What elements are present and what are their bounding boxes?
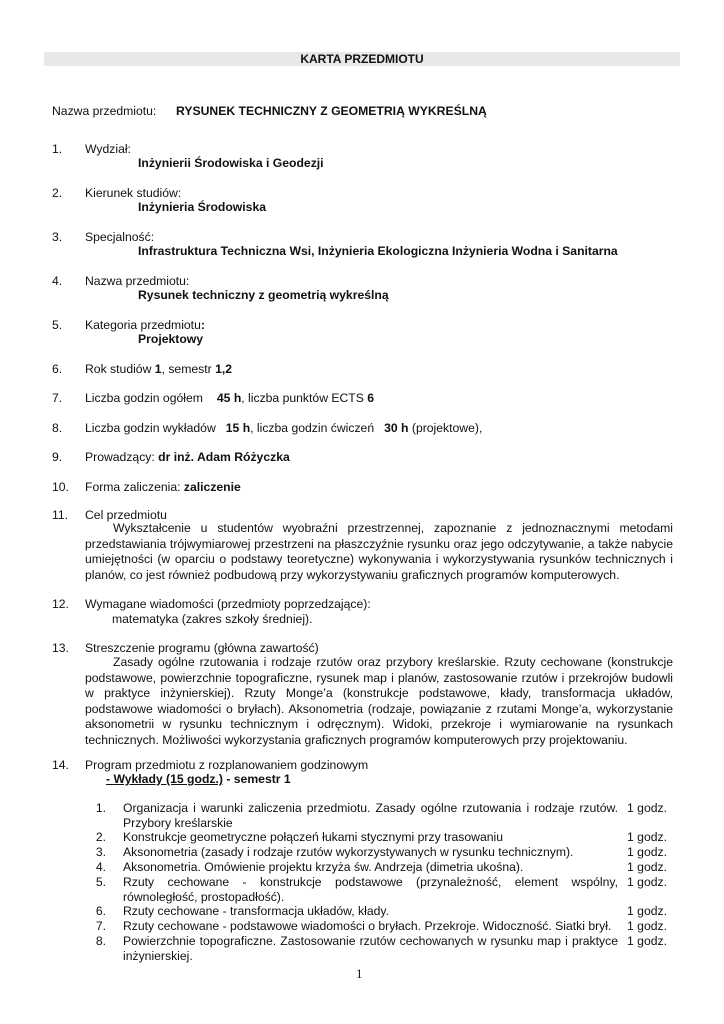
- item-number: 5.: [52, 318, 63, 332]
- item-number: 1.: [52, 142, 63, 156]
- category-label: Kategoria przedmiotu:: [85, 318, 205, 332]
- item-number: 3.: [52, 230, 63, 244]
- category-value: Projektowy: [138, 332, 204, 346]
- lecture-topic: Aksonometria. Omówienie projektu krzyża św. Andrzeja (dimetria ukośna).: [123, 860, 524, 874]
- paragraph-line: Wykształcenie u studentów wyobraźni przestrzennej, zapoznanie z jednoznacznymi metodami: [113, 521, 673, 535]
- item-number: 14.: [52, 758, 69, 772]
- lecture-hours: 1 godz.: [627, 875, 667, 889]
- schedule-label: Program przedmiotu z rozplanowaniem godzinowym: [85, 758, 369, 772]
- item-number: 10.: [52, 480, 69, 494]
- paragraph-line: aksonometrii w rysunku technicznym i odręcznym). Widoki, przekroje i wymiarowanie na rysunkach: [85, 717, 673, 731]
- lecture-number: 2.: [95, 830, 106, 844]
- prerequisites-value: matematyka (zakres szkoły średniej).: [112, 612, 313, 626]
- field-of-study-label: Kierunek studiów:: [85, 186, 182, 200]
- lecture-number: 3.: [95, 845, 106, 859]
- lecture-topic: Powierzchnie topograficzne. Zastosowanie rzutów cechowanych w rysunku map i praktyce inżynierskiej.: [123, 934, 618, 963]
- lecture-topic: Rzuty cechowane - transformacja układów, kłady.: [123, 904, 389, 918]
- lecture-topic: Organizacja i warunki zaliczenia przedmiotu. Zasady ogólne rzutowania i rodzaje rzutów. Przybory kreślarskie: [123, 801, 618, 830]
- paragraph-line: umiejętności (w oparciu o podstawy teoretyczne) wykonywania i wykorzystywania rysunków technicznych i: [85, 552, 673, 566]
- total-hours: Liczba godzin ogółem 45 h, liczba punktów ECTS 6: [85, 391, 375, 405]
- lecture-topic: Rzuty cechowane - podstawowe wiadomości o bryłach. Przekroje. Widoczność. Siatki brył.: [123, 919, 612, 933]
- lecture-hours: 1 godz.: [627, 934, 667, 948]
- assessment-form: Forma zaliczenia: zaliczenie: [85, 480, 241, 494]
- page-number: 1: [356, 966, 363, 981]
- lecture-hours: 1 godz.: [627, 830, 667, 844]
- subject-label: Nazwa przedmiotu:: [52, 104, 157, 118]
- prerequisites-label: Wymagane wiadomości (przedmioty poprzedzające):: [85, 597, 371, 611]
- item-number: 11.: [52, 508, 69, 522]
- lecturer: Prowadzący: dr inż. Adam Różyczka: [85, 450, 290, 464]
- specialty-value: Infrastruktura Techniczna Wsi, Inżynieria Ekologiczna Inżynieria Wodna i Sanitarna: [138, 244, 618, 258]
- paragraph-line: planów, co jest również podbudową przy wykorzystywaniu graficznych programów komputerowych.: [85, 567, 620, 582]
- program-summary-text: [85, 655, 673, 748]
- lecture-number: 1.: [95, 801, 106, 815]
- lecture-hours: 1 godz.: [627, 919, 667, 933]
- item-number: 12.: [52, 597, 69, 611]
- lecture-topic: Aksonometria (zasady i rodzaje rzutów wykorzystywanych w rysunku technicznym).: [123, 845, 574, 859]
- lecture-number: 8.: [95, 934, 106, 948]
- lecture-hours: 1 godz.: [627, 860, 667, 874]
- lecture-number: 7.: [95, 919, 106, 933]
- course-name-label: Nazwa przedmiotu:: [85, 274, 190, 288]
- document-title: KARTA PRZEDMIOTU: [300, 52, 424, 66]
- paragraph-line: przedstawiania trójwymiarowej przestrzeni na płaszczyźnie rysunku oraz jego odczytywanie, a także nabycie: [85, 536, 673, 551]
- lecture-number: 5.: [95, 875, 106, 889]
- year-semester: Rok studiów 1, semestr 1,2: [85, 362, 233, 376]
- subject-value: RYSUNEK TECHNICZNY Z GEOMETRIĄ WYKREŚLNĄ: [176, 104, 487, 118]
- paragraph-line: podstawowe wiadomości o bryłach). Aksonometria (rodzaje, powiązanie z rzutami Monge’a, wykorzystanie: [85, 701, 673, 716]
- paragraph-line: technicznych. Możliwości wykorzystania graficznych programów komputerowych przy projektowaniu.: [85, 732, 628, 747]
- paragraph-line: podstawowe, powierzchnie topograficzne, rysunek map i planów, zastosowanie rzutów i przekrojów budowli: [85, 670, 673, 685]
- item-number: 7.: [52, 391, 63, 405]
- lecture-hours: 1 godz.: [627, 904, 667, 918]
- item-number: 9.: [52, 450, 63, 464]
- item-number: 4.: [52, 274, 63, 288]
- lecture-topic: Konstrukcje geometryczne połączeń łukami stycznymi przy trasowaniu: [123, 830, 503, 844]
- course-goal-text: [85, 521, 673, 583]
- header-bar: [44, 52, 680, 66]
- program-summary-label: Streszczenie programu (główna zawartość): [85, 641, 319, 655]
- lecture-topic: Rzuty cechowane - konstrukcje podstawowe (przynależność, element wspólny, równoległość, prostopadłość).: [123, 875, 618, 904]
- faculty-value: Inżynierii Środowiska i Geodezji: [138, 156, 324, 170]
- course-name-value: Rysunek techniczny z geometrią wykreślną: [138, 288, 389, 302]
- field-of-study-value: Inżynieria Środowiska: [138, 200, 267, 214]
- paragraph-line: w praktyce inżynierskiej). Rzuty Monge’a (konstrukcje podstawowe, kłady, transformacja układów,: [85, 686, 673, 700]
- course-goal-label: Cel przedmiotu: [85, 508, 167, 522]
- item-number: 13.: [52, 641, 69, 655]
- faculty-label: Wydział:: [85, 142, 131, 156]
- lecture-number: 6.: [95, 904, 106, 918]
- paragraph-line: Zasady ogólne rzutowania i rodzaje rzutów oraz przybory kreślarskie. Rzuty cechowane (konstrukcje: [113, 655, 673, 669]
- lecture-hours: 1 godz.: [627, 801, 667, 815]
- item-number: 2.: [52, 186, 63, 200]
- lecture-hours: Liczba godzin wykładów 15 h, liczba godzin ćwiczeń 30 h (projektowe),: [85, 421, 483, 435]
- lecture-hours: 1 godz.: [627, 845, 667, 859]
- item-number: 6.: [52, 362, 63, 376]
- specialty-label: Specjalność:: [85, 230, 155, 244]
- item-number: 8.: [52, 421, 63, 435]
- lectures-heading: - Wykłady (15 godz.) - semestr 1: [106, 772, 291, 786]
- lecture-number: 4.: [95, 860, 106, 874]
